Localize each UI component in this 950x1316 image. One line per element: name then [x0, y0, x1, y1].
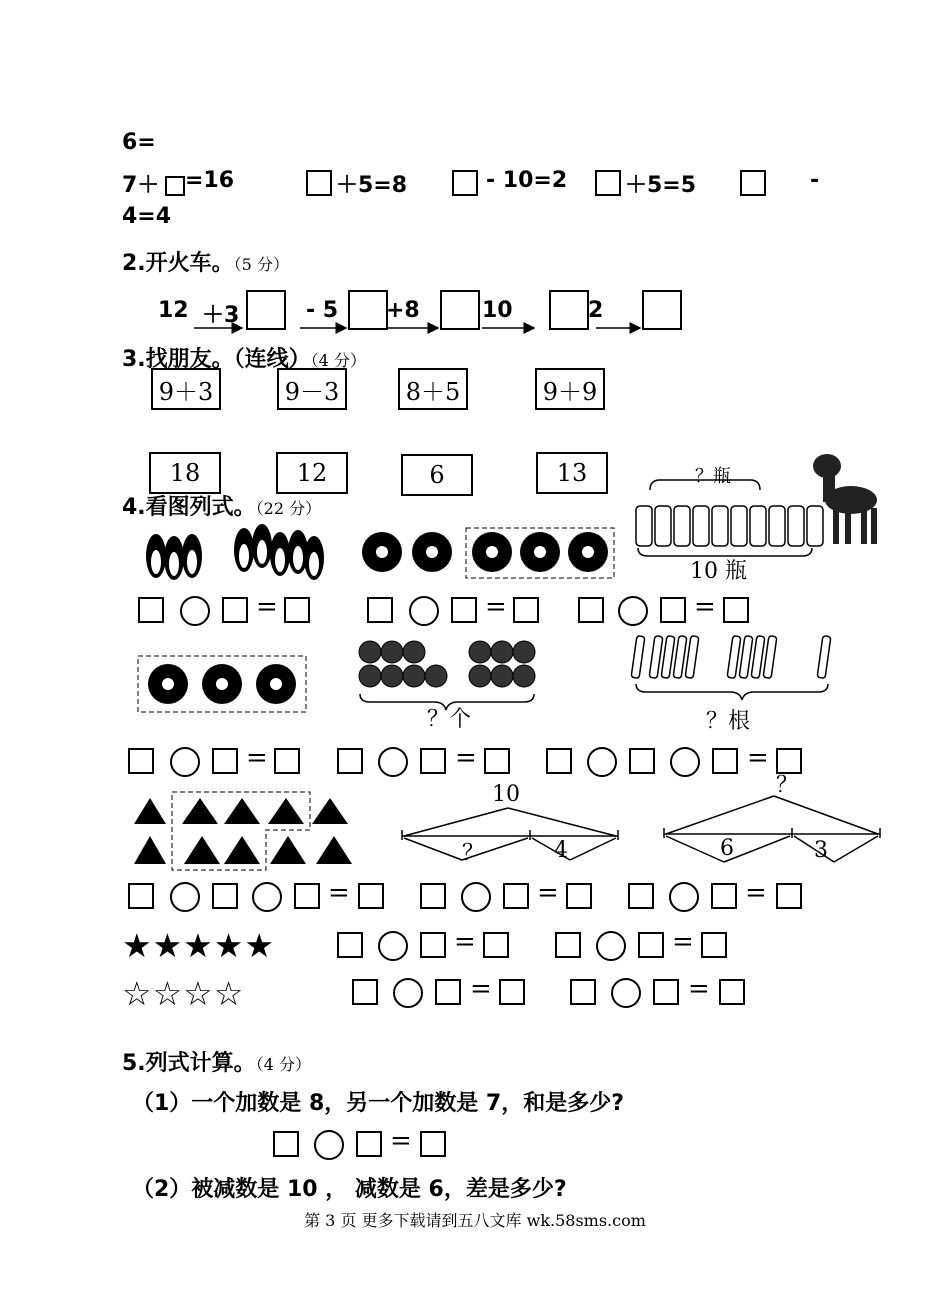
- tri2-left: 6: [720, 836, 734, 861]
- answer-box[interactable]: [358, 883, 384, 909]
- match-bottom-3[interactable]: 6: [401, 454, 473, 496]
- train-op4: 10: [482, 298, 513, 323]
- answer-box[interactable]: [284, 597, 310, 623]
- answer-box[interactable]: [719, 979, 745, 1005]
- answer-box[interactable]: [503, 883, 529, 909]
- q5-problem-1: （1）一个加数是 8，另一个加数是 7，和是多少?: [132, 1091, 625, 1116]
- equals-sign: =: [455, 743, 477, 773]
- q3-title: 3.找朋友。（连线）（4 分）: [122, 347, 366, 372]
- answer-box[interactable]: [638, 932, 664, 958]
- answer-box[interactable]: [337, 932, 363, 958]
- operator-circle[interactable]: [596, 931, 626, 961]
- answer-box[interactable]: [306, 170, 332, 196]
- answer-box[interactable]: [555, 932, 581, 958]
- match-top-2[interactable]: 9－3: [277, 368, 347, 410]
- operator-circle[interactable]: [618, 596, 648, 626]
- answer-box[interactable]: [723, 597, 749, 623]
- answer-box[interactable]: [660, 597, 686, 623]
- equals-sign: =: [246, 743, 268, 773]
- match-top-1[interactable]: 9＋3: [151, 368, 221, 410]
- operator-circle[interactable]: [180, 596, 210, 626]
- tri1-right: 4: [554, 838, 568, 863]
- answer-box[interactable]: [483, 932, 509, 958]
- answer-box[interactable]: [570, 979, 596, 1005]
- answer-box[interactable]: [513, 597, 539, 623]
- page-footer: 第 3 页 更多下载请到五八文库 wk.58sms.com: [304, 1211, 646, 1230]
- operator-circle[interactable]: [669, 882, 699, 912]
- answer-box[interactable]: [701, 932, 727, 958]
- eq3: - 10=2: [486, 168, 568, 193]
- eq4: ＋5=5: [625, 173, 697, 198]
- operator-circle[interactable]: [611, 978, 641, 1008]
- equals-sign: =: [256, 592, 278, 622]
- answer-box[interactable]: [566, 883, 592, 909]
- operator-circle[interactable]: [252, 882, 282, 912]
- filled-stars: ★★★★★: [122, 926, 275, 965]
- tri1-top: 10: [492, 782, 520, 807]
- answer-box[interactable]: [484, 748, 510, 774]
- answer-box[interactable]: [776, 883, 802, 909]
- answer-box[interactable]: [352, 979, 378, 1005]
- answer-box[interactable]: [420, 748, 446, 774]
- eq1-left: 7＋: [122, 173, 160, 198]
- answer-box[interactable]: [274, 748, 300, 774]
- operator-circle[interactable]: [378, 747, 408, 777]
- match-bottom-2[interactable]: 12: [276, 452, 348, 494]
- answer-box[interactable]: [273, 1131, 299, 1157]
- train-start: 12: [158, 298, 189, 323]
- answer-box[interactable]: [740, 170, 766, 196]
- bottles-label-bottom: 10 瓶: [690, 559, 747, 584]
- tri2-right: 3: [814, 838, 828, 863]
- flowers-image-1: [356, 526, 626, 582]
- train-op2: - 5: [306, 298, 339, 323]
- match-top-3[interactable]: 8＋5: [398, 368, 468, 410]
- equals-sign: =: [390, 1126, 412, 1156]
- eq1-right: =16: [185, 168, 235, 193]
- operator-circle[interactable]: [378, 931, 408, 961]
- flowers-image-2: [136, 654, 311, 714]
- penguins-image: [142, 524, 342, 584]
- sticks-image: [630, 632, 840, 712]
- equals-sign: =: [688, 974, 710, 1004]
- match-bottom-1[interactable]: 18: [149, 452, 221, 494]
- match-top-4[interactable]: 9＋9: [535, 368, 605, 410]
- answer-box[interactable]: [628, 883, 654, 909]
- tri1-left: ？: [462, 841, 485, 866]
- equals-sign: =: [485, 592, 507, 622]
- operator-circle[interactable]: [314, 1130, 344, 1160]
- equals-sign: =: [328, 878, 350, 908]
- operator-circle[interactable]: [409, 596, 439, 626]
- match-bottom-4[interactable]: 13: [536, 452, 608, 494]
- eq5-dash: -: [810, 168, 820, 193]
- operator-circle[interactable]: [587, 747, 617, 777]
- answer-box[interactable]: [337, 748, 363, 774]
- operator-circle[interactable]: [170, 882, 200, 912]
- answer-box[interactable]: [294, 883, 320, 909]
- equals-sign: =: [454, 927, 476, 957]
- equals-sign: =: [694, 592, 716, 622]
- answer-box[interactable]: [420, 932, 446, 958]
- line-6: 6=: [122, 130, 156, 155]
- answer-box[interactable]: [629, 748, 655, 774]
- answer-box[interactable]: [212, 883, 238, 909]
- answer-box[interactable]: [712, 748, 738, 774]
- q5-problem-2: （2）被减数是 10 ， 减数是 6，差是多少?: [132, 1177, 567, 1202]
- answer-box[interactable]: [499, 979, 525, 1005]
- part-whole-diagram-1: [400, 800, 630, 880]
- line-4-4: 4=4: [122, 204, 172, 229]
- answer-box[interactable]: [435, 979, 461, 1005]
- operator-circle[interactable]: [170, 747, 200, 777]
- eq2: ＋5=8: [336, 173, 408, 198]
- q2-title: 2.开火车。（5 分）: [122, 251, 289, 276]
- operator-circle[interactable]: [461, 882, 491, 912]
- equals-sign: =: [470, 974, 492, 1004]
- equals-sign: =: [537, 878, 559, 908]
- answer-box[interactable]: [128, 883, 154, 909]
- answer-box[interactable]: [452, 170, 478, 196]
- answer-box[interactable]: [165, 176, 185, 196]
- answer-box[interactable]: [212, 748, 238, 774]
- answer-box[interactable]: [420, 1131, 446, 1157]
- equals-sign: =: [672, 927, 694, 957]
- part-whole-diagram-2: [662, 790, 892, 870]
- answer-box[interactable]: [546, 748, 572, 774]
- answer-box[interactable]: [222, 597, 248, 623]
- operator-circle[interactable]: [393, 978, 423, 1008]
- tri2-top: ？: [776, 773, 799, 798]
- answer-box[interactable]: [367, 597, 393, 623]
- answer-box[interactable]: [138, 597, 164, 623]
- answer-box[interactable]: [653, 979, 679, 1005]
- bottles-label-top: ？瓶: [695, 466, 731, 487]
- balls-label: ？个: [427, 707, 472, 732]
- train-op1: ＋3: [202, 303, 240, 328]
- deer-image: [805, 448, 885, 548]
- answer-box[interactable]: [578, 597, 604, 623]
- operator-circle[interactable]: [670, 747, 700, 777]
- equals-sign: =: [745, 878, 767, 908]
- q4-title: 4.看图列式。（22 分）: [122, 495, 322, 520]
- answer-box[interactable]: [595, 170, 621, 196]
- sticks-label: ？根: [706, 709, 751, 734]
- q5-title: 5.列式计算。（4 分）: [122, 1051, 311, 1076]
- train-op3: +8: [386, 298, 420, 323]
- answer-box[interactable]: [356, 1131, 382, 1157]
- train-op5: 2: [588, 298, 604, 323]
- answer-box[interactable]: [128, 748, 154, 774]
- answer-box[interactable]: [711, 883, 737, 909]
- triangles-image: [130, 788, 370, 874]
- answer-box[interactable]: [420, 883, 446, 909]
- equals-sign: =: [747, 743, 769, 773]
- answer-box[interactable]: [451, 597, 477, 623]
- empty-stars: ☆☆☆☆: [122, 974, 245, 1013]
